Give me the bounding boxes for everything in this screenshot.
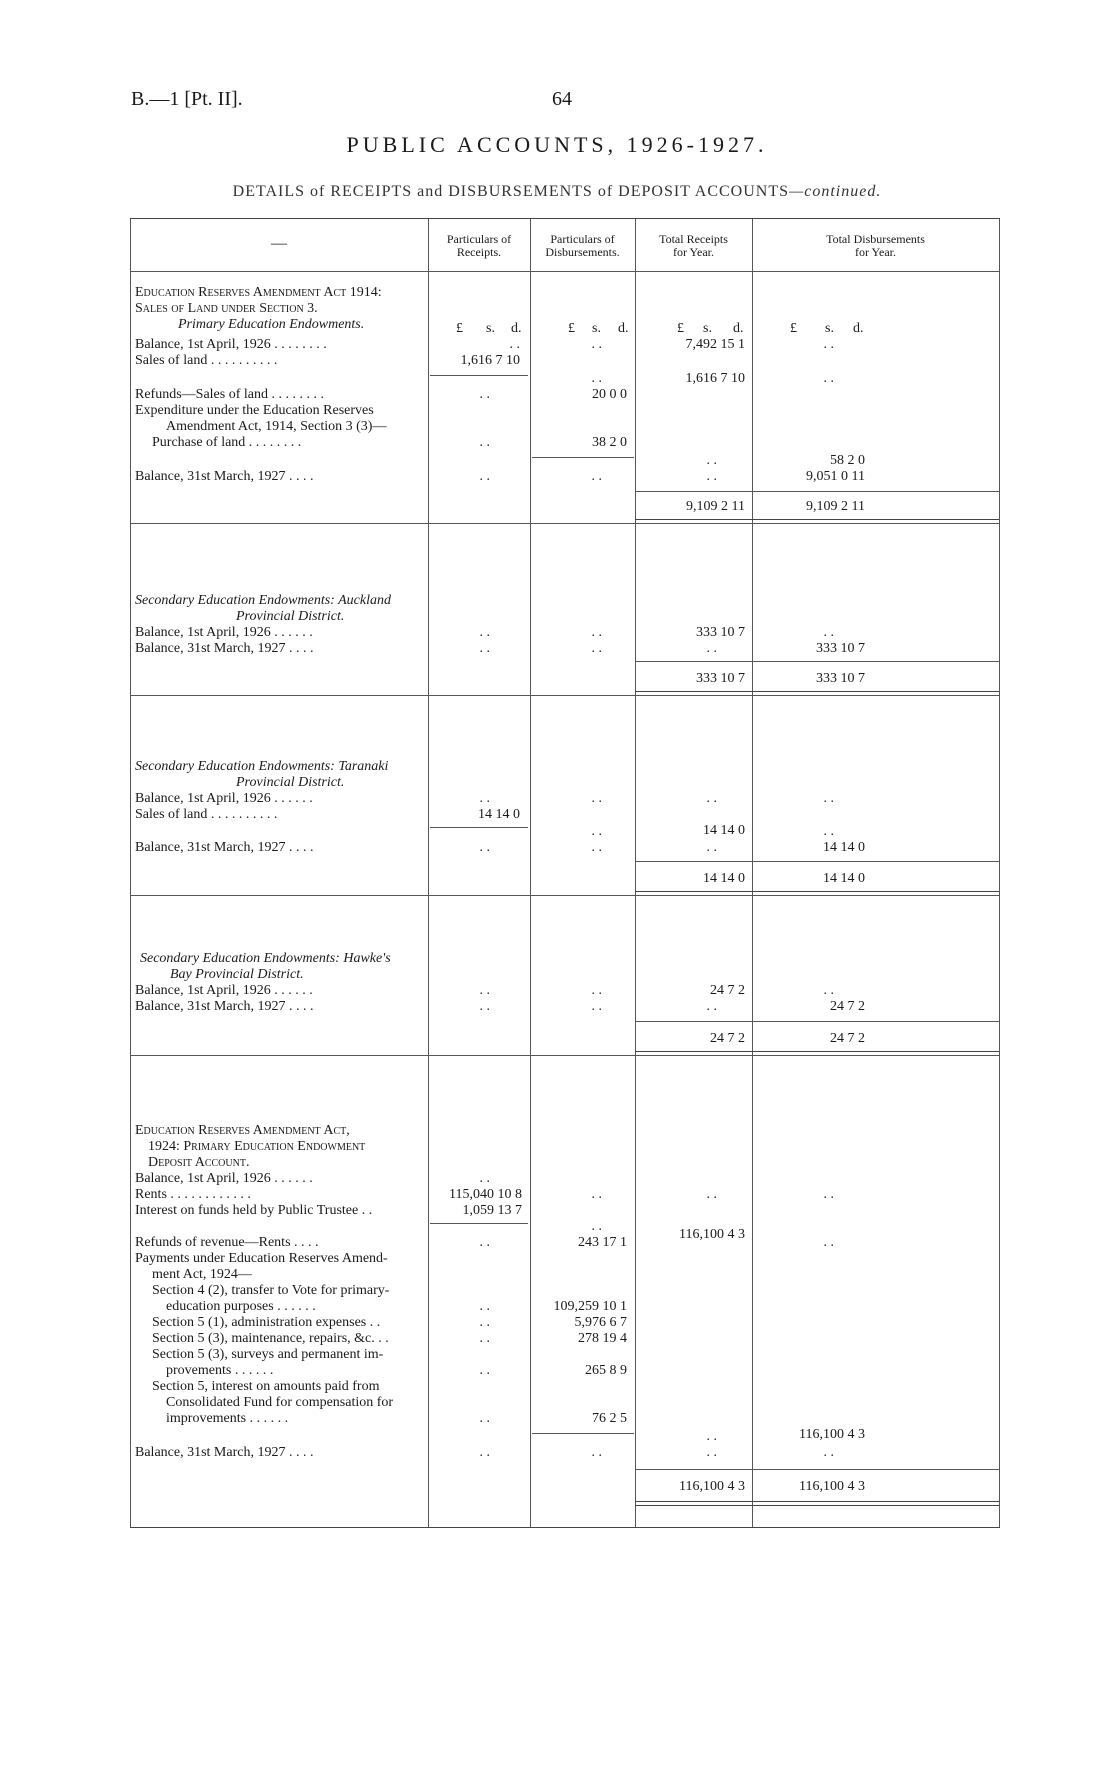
dots: . .	[591, 1187, 602, 1202]
total-rule	[635, 491, 999, 492]
section-title: Provincial District.	[236, 775, 345, 790]
dots: . .	[479, 791, 490, 806]
section-total-disbursements: 116,100 4 3	[799, 1479, 865, 1494]
pence-unit: d.	[733, 321, 744, 336]
row-label: Balance, 31st March, 1927 . . . .	[135, 641, 314, 656]
dots: . .	[706, 840, 717, 855]
row-label: Sales of land . . . . . . . . . .	[135, 807, 278, 822]
dots: . .	[479, 1315, 490, 1330]
dots: . .	[591, 625, 602, 640]
row-label: Balance, 1st April, 1926 . . . . . .	[135, 1171, 313, 1186]
disbursement-value: 109,259 10 1	[553, 1299, 627, 1314]
dots: . .	[479, 999, 490, 1014]
row-label: Amendment Act, 1914, Section 3 (3)—	[166, 419, 387, 434]
row-label: Consolidated Fund for compensation for	[166, 1395, 394, 1410]
row-label: Refunds of revenue—Rents . . . .	[135, 1235, 319, 1250]
pence-unit: d.	[853, 321, 864, 336]
row-label: Balance, 1st April, 1926 . . . . . .	[135, 983, 313, 998]
disbursement-value: 5,976 6 7	[574, 1315, 627, 1330]
total-receipts-value: 1,616 7 10	[685, 371, 745, 386]
dots: . .	[706, 641, 717, 656]
total-receipts-value: 333 10 7	[696, 625, 745, 640]
dots: . .	[591, 641, 602, 656]
dots: . .	[479, 840, 490, 855]
subtotal-rule	[430, 375, 528, 376]
section-separator	[130, 523, 1000, 524]
section-title: Secondary Education Endowments: Auckland	[135, 593, 391, 608]
row-label: Section 5 (1), administration expenses . .	[152, 1315, 381, 1330]
accounts-table	[130, 218, 1000, 1528]
column-header-receipts: Particulars of Receipts.	[446, 232, 512, 259]
dots: . .	[479, 641, 490, 656]
dots: . .	[591, 371, 602, 386]
pound-unit: £	[677, 321, 684, 336]
section-title: Education Reserves Amendment Act 1914:	[135, 285, 382, 300]
subtotal-rule	[532, 457, 634, 458]
dots: . .	[479, 387, 490, 402]
dots: . .	[706, 791, 717, 806]
dots: . .	[823, 1235, 834, 1250]
shilling-unit: s.	[592, 321, 601, 336]
dots: . .	[706, 1429, 717, 1444]
dots: . .	[479, 625, 490, 640]
row-label: Sales of land . . . . . . . . . .	[135, 353, 278, 368]
row-label: improvements . . . . . .	[166, 1411, 289, 1426]
row-label: Rents . . . . . . . . . . . .	[135, 1187, 251, 1202]
total-receipts-value: 14 14 0	[703, 823, 745, 838]
section-total-disbursements: 333 10 7	[816, 671, 865, 686]
disbursement-value: 76 2 5	[592, 1411, 627, 1426]
dots: . .	[479, 1331, 490, 1346]
document-reference: B.—1 [Pt. II].	[131, 88, 243, 110]
dots: . .	[479, 1411, 490, 1426]
total-disbursements-value: 58 2 0	[830, 453, 865, 468]
section-separator	[130, 895, 1000, 896]
total-receipts-value: 116,100 4 3	[679, 1227, 745, 1242]
dots: . .	[479, 1171, 490, 1186]
dots: . .	[706, 453, 717, 468]
section-title: Secondary Education Endowments: Hawke's	[140, 951, 391, 966]
dots: . .	[479, 983, 490, 998]
dots: . .	[479, 469, 490, 484]
section-total-receipts: 116,100 4 3	[679, 1479, 745, 1494]
disbursement-value: 38 2 0	[592, 435, 627, 450]
column-divider	[635, 219, 636, 1527]
receipt-value: 14 14 0	[478, 807, 520, 822]
dots: . .	[823, 371, 834, 386]
page-number: 64	[552, 88, 572, 110]
dots: . .	[706, 1445, 717, 1460]
disbursement-value: 265 8 9	[585, 1363, 627, 1378]
dots: . .	[591, 840, 602, 855]
row-label: education purposes . . . . . .	[166, 1299, 316, 1314]
dots: . .	[823, 1445, 834, 1460]
dots: . .	[479, 1235, 490, 1250]
dots: . .	[591, 983, 602, 998]
section-title: Education Reserves Amendment Act,	[135, 1123, 350, 1138]
row-label: ment Act, 1924—	[152, 1267, 252, 1282]
section-total-disbursements: 24 7 2	[830, 1031, 865, 1046]
section-separator	[130, 695, 1000, 696]
double-rule	[635, 1501, 999, 1506]
receipt-value: 1,059 13 7	[462, 1203, 522, 1218]
section-total-receipts: 333 10 7	[696, 671, 745, 686]
dots: . .	[591, 337, 602, 352]
total-disbursements-value: 333 10 7	[816, 641, 865, 656]
dots: . .	[591, 1219, 602, 1234]
disbursement-value: 20 0 0	[592, 387, 627, 402]
dots: . .	[823, 1187, 834, 1202]
total-receipts-value: 7,492 15 1	[685, 337, 745, 352]
row-label: Expenditure under the Education Reserves	[135, 403, 374, 418]
row-label: Balance, 31st March, 1927 . . . .	[135, 1445, 314, 1460]
total-rule	[635, 661, 999, 662]
subtotal-rule	[532, 1433, 634, 1434]
total-receipts-value: 24 7 2	[710, 983, 745, 998]
row-label: Balance, 31st March, 1927 . . . .	[135, 999, 314, 1014]
total-rule	[635, 861, 999, 862]
section-total-disbursements: 14 14 0	[823, 871, 865, 886]
receipt-value: 115,040 10 8	[449, 1187, 522, 1202]
header-rule	[130, 271, 1000, 272]
disbursement-value: 278 19 4	[578, 1331, 627, 1346]
dots: . .	[823, 625, 834, 640]
row-label: Balance, 1st April, 1926 . . . . . . . .	[135, 337, 327, 352]
disbursement-value: 243 17 1	[578, 1235, 627, 1250]
dots: . .	[479, 435, 490, 450]
row-label: Balance, 1st April, 1926 . . . . . .	[135, 625, 313, 640]
column-divider	[752, 219, 753, 1527]
section-total-disbursements: 9,109 2 11	[806, 499, 865, 514]
row-label: Purchase of land . . . . . . . .	[152, 435, 302, 450]
dots: . .	[823, 791, 834, 806]
section-total-receipts: 14 14 0	[703, 871, 745, 886]
receipt-value: 1,616 7 10	[460, 353, 520, 368]
row-label: Balance, 1st April, 1926 . . . . . .	[135, 791, 313, 806]
total-disbursements-value: 9,051 0 11	[806, 469, 865, 484]
dots: . .	[479, 1445, 490, 1460]
page-subtitle: DETAILS of RECEIPTS and DISBURSEMENTS of DEPOSIT ACCOUNTS—continued.	[232, 183, 882, 200]
subtotal-rule	[430, 1223, 528, 1224]
dots: . .	[591, 999, 602, 1014]
dots: . .	[823, 824, 834, 839]
column-divider	[428, 219, 429, 1527]
section-title: Sales of Land under Section 3.	[135, 301, 318, 316]
subtotal-rule	[430, 827, 528, 828]
section-total-receipts: 9,109 2 11	[686, 499, 745, 514]
row-label: Balance, 31st March, 1927 . . . .	[135, 840, 314, 855]
section-title: Deposit Account.	[148, 1155, 250, 1170]
dots: . .	[706, 1187, 717, 1202]
row-label: Interest on funds held by Public Trustee . .	[135, 1203, 373, 1218]
section-title: 1924: Primary Education Endowment	[148, 1139, 366, 1154]
section-title: Secondary Education Endowments: Taranaki	[135, 759, 389, 774]
row-label: Section 4 (2), transfer to Vote for primary-	[152, 1283, 390, 1298]
total-rule	[635, 1021, 999, 1022]
dots: . .	[479, 1299, 490, 1314]
row-label: Refunds—Sales of land . . . . . . . .	[135, 387, 324, 402]
row-label: provements . . . . . .	[166, 1363, 274, 1378]
table-border	[999, 219, 1000, 1527]
section-subtitle: Primary Education Endowments.	[178, 317, 365, 332]
table-border	[130, 219, 131, 1527]
pound-unit: £	[456, 321, 463, 336]
shilling-unit: s.	[486, 321, 495, 336]
row-label: Section 5 (3), maintenance, repairs, &c. . .	[152, 1331, 389, 1346]
column-divider	[530, 219, 531, 1527]
total-rule	[635, 1469, 999, 1470]
column-header-disbursements: Particulars of Disbursements.	[545, 232, 620, 259]
dots: . .	[591, 824, 602, 839]
dots: . .	[591, 1445, 602, 1460]
row-label: Balance, 31st March, 1927 . . . .	[135, 469, 314, 484]
total-disbursements-value: 24 7 2	[830, 999, 865, 1014]
dots: . .	[823, 337, 834, 352]
pound-unit: £	[568, 321, 575, 336]
section-title: Bay Provincial District.	[170, 967, 304, 982]
column-header-blank: —	[271, 235, 287, 252]
column-header-total-receipts: Total Receipts for Year.	[659, 232, 728, 259]
column-header-total-disbursements: Total Disbursements for Year.	[826, 232, 925, 259]
total-disbursements-value: 116,100 4 3	[799, 1427, 865, 1442]
dots: . .	[509, 337, 520, 352]
dots: . .	[479, 1363, 490, 1378]
section-separator	[130, 1055, 1000, 1056]
pence-unit: d.	[511, 321, 522, 336]
dots: . .	[591, 791, 602, 806]
row-label: Section 5 (3), surveys and permanent im-	[152, 1347, 384, 1362]
row-label: Payments under Education Reserves Amend-	[135, 1251, 388, 1266]
shilling-unit: s.	[703, 321, 712, 336]
shilling-unit: s.	[825, 321, 834, 336]
page-title: PUBLIC ACCOUNTS, 1926-1927.	[346, 132, 768, 157]
dots: . .	[591, 469, 602, 484]
dots: . .	[706, 999, 717, 1014]
section-title: Provincial District.	[236, 609, 345, 624]
row-label: Section 5, interest on amounts paid from	[152, 1379, 380, 1394]
dots: . .	[706, 469, 717, 484]
section-total-receipts: 24 7 2	[710, 1031, 745, 1046]
total-disbursements-value: 14 14 0	[823, 840, 865, 855]
pound-unit: £	[790, 321, 797, 336]
pence-unit: d.	[618, 321, 629, 336]
dots: . .	[823, 983, 834, 998]
